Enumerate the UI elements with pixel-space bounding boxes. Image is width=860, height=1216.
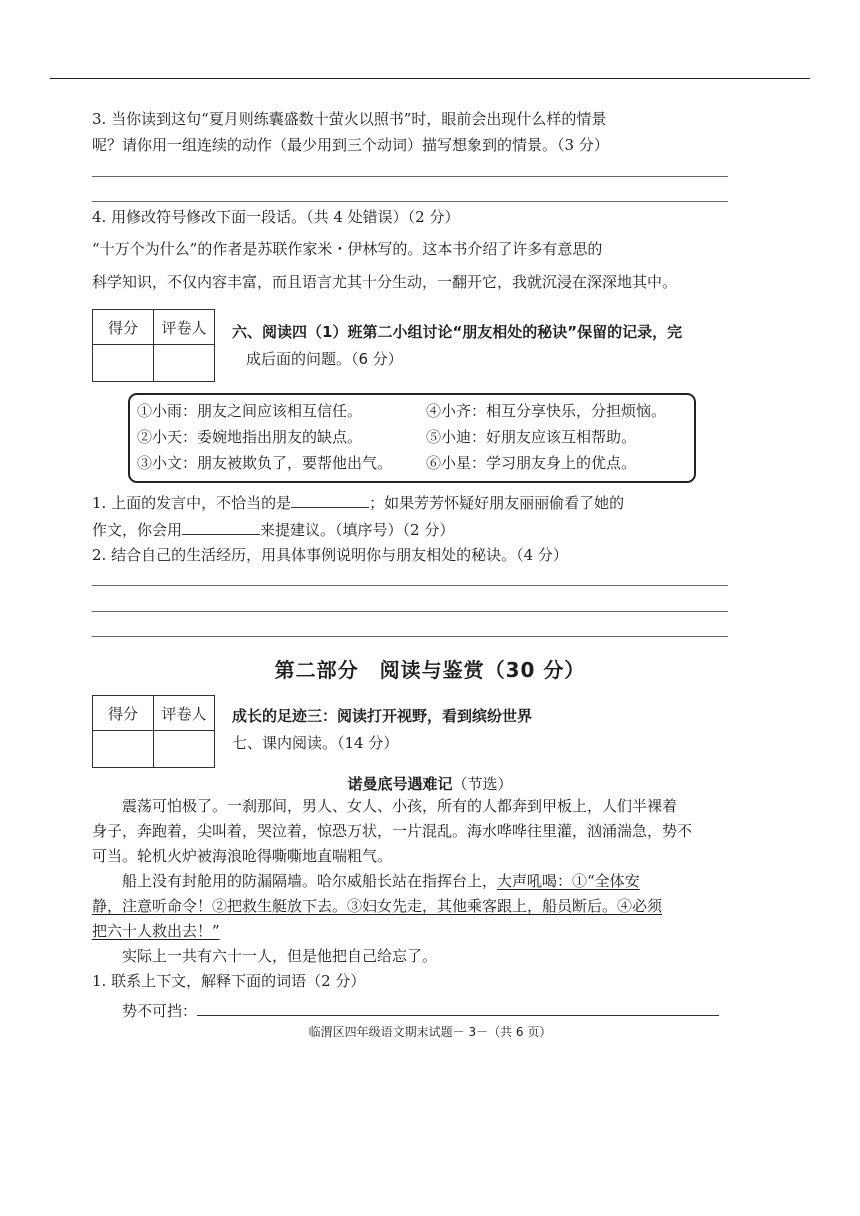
passage-note: （节选） <box>452 775 513 793</box>
option-2: ②小天：委婉地指出朋友的缺点。 <box>137 428 363 446</box>
passage-p1-line1: 震荡可怕极了。一刹那间，男人、女人、小孩，所有的人都奔到甲板上，人们半裸着 <box>92 797 678 815</box>
term-label: 势不可挡： <box>92 1002 198 1020</box>
section6-title-line1: 六、阅读四（1）班第二小组讨论“朋友相处的秘诀”保留的记录，完 <box>232 323 683 341</box>
score-table <box>92 695 215 768</box>
score-cell[interactable] <box>93 345 154 382</box>
part2-heading: 第二部分 阅读与鉴赏（30 分） <box>274 658 586 682</box>
answer-line[interactable] <box>92 636 728 637</box>
fill-blank[interactable] <box>182 518 260 535</box>
answer-line[interactable] <box>92 201 728 202</box>
passage-title <box>0 773 860 794</box>
part2-subtitle: 成长的足迹三：阅读打开视野，看到缤纷世界 <box>232 707 533 725</box>
section7-q1: 1. 联系上下文，解释下面的词语（2 分） <box>92 972 366 990</box>
underlined-text: 大声吼喝：①“全体安 <box>497 872 640 890</box>
grader-label: 评卷人 <box>154 310 215 345</box>
q1-text-c: 作文，你会用 <box>92 521 183 539</box>
option-4: ④小齐：相互分享快乐，分担烦恼。 <box>426 402 667 420</box>
grader-label: 评卷人 <box>154 696 215 731</box>
section7-q1-answer <box>92 999 732 1021</box>
option-5: ⑤小迪：好朋友应该互相帮助。 <box>426 428 637 446</box>
q1-text-a: 1. 上面的发言中，不恰当的是 <box>92 494 292 512</box>
grader-cell[interactable] <box>154 731 215 768</box>
answer-blank[interactable] <box>197 999 719 1016</box>
q4-para-line2: 科学知识，不仅内容丰富，而且语言尤其十分生动，一翻开它，我就沉浸在深深地其中。 <box>92 273 678 291</box>
passage-p2-line3: 把六十人救出去！” <box>92 922 220 940</box>
q3-line2: 呢？请你用一组连续的动作（最少用到三个动词）描写想象到的情景。（3 分） <box>92 136 609 154</box>
section6-q2: 2. 结合自己的生活经历，用具体事例说明你与朋友相处的秘诀。（4 分） <box>92 546 568 564</box>
q3-line1: 3. 当你读到这句“夏月则练囊盛数十萤火以照书”时，眼前会出现什么样的情景 <box>92 110 607 128</box>
answer-line[interactable] <box>92 176 728 177</box>
option-3: ③小文：朋友被欺负了，要帮他出气。 <box>137 454 393 472</box>
q1-text-d: 来提建议。（填序号）（2 分） <box>260 521 455 539</box>
page-footer: 临渭区四年级语文期末试题－ 3－（共 6 页） <box>308 1025 552 1039</box>
fill-blank[interactable] <box>291 491 369 508</box>
option-6: ⑥小星：学习朋友身上的优点。 <box>426 454 637 472</box>
passage-p2-text: 船上没有封舱用的防漏隔墙。哈尔威船长站在指挥台上， <box>92 872 498 890</box>
passage-p3: 实际上一共有六十一人，但是他把自己给忘了。 <box>92 947 438 965</box>
section6-q1-line1 <box>92 491 732 513</box>
q4-para-line1: “十万个为什么”的作者是苏联作家米・伊林写的。这本书介绍了许多有意思的 <box>92 240 603 258</box>
q1-text-b: ；如果芳芳怀疑好朋友丽丽偷看了她的 <box>369 494 625 512</box>
section7-title: 七、课内阅读。（14 分） <box>232 734 399 752</box>
option-1: ①小雨：朋友之间应该相互信任。 <box>137 402 363 420</box>
section6-q1-line2 <box>92 518 732 540</box>
grader-cell[interactable] <box>154 345 215 382</box>
answer-line[interactable] <box>92 611 728 612</box>
passage-p2-line1 <box>92 871 732 891</box>
passage-title-text: 诺曼底号遇难记 <box>347 775 453 793</box>
score-cell[interactable] <box>93 731 154 768</box>
passage-p1-line2: 身子，奔跑着，尖叫着，哭泣着，惊恐万状，一片混乱。海水哗哗往里灌，汹涌湍急，势不 <box>92 822 693 840</box>
score-label: 得分 <box>93 310 154 345</box>
score-table <box>92 309 215 382</box>
top-rule <box>50 78 810 79</box>
passage-p2-line2: 静，注意听命令！②把救生艇放下去。③妇女先走，其他乘客跟上，船员断后。④必须 <box>92 897 663 915</box>
q4-title: 4. 用修改符号修改下面一段话。（共 4 处错误）（2 分） <box>92 208 460 226</box>
passage-p1-line3: 可当。轮机火炉被海浪呛得嘶嘶地直喘粗气。 <box>92 847 393 865</box>
score-label: 得分 <box>93 696 154 731</box>
answer-line[interactable] <box>92 585 728 586</box>
section6-title-line2: 成后面的问题。（6 分） <box>246 350 403 368</box>
